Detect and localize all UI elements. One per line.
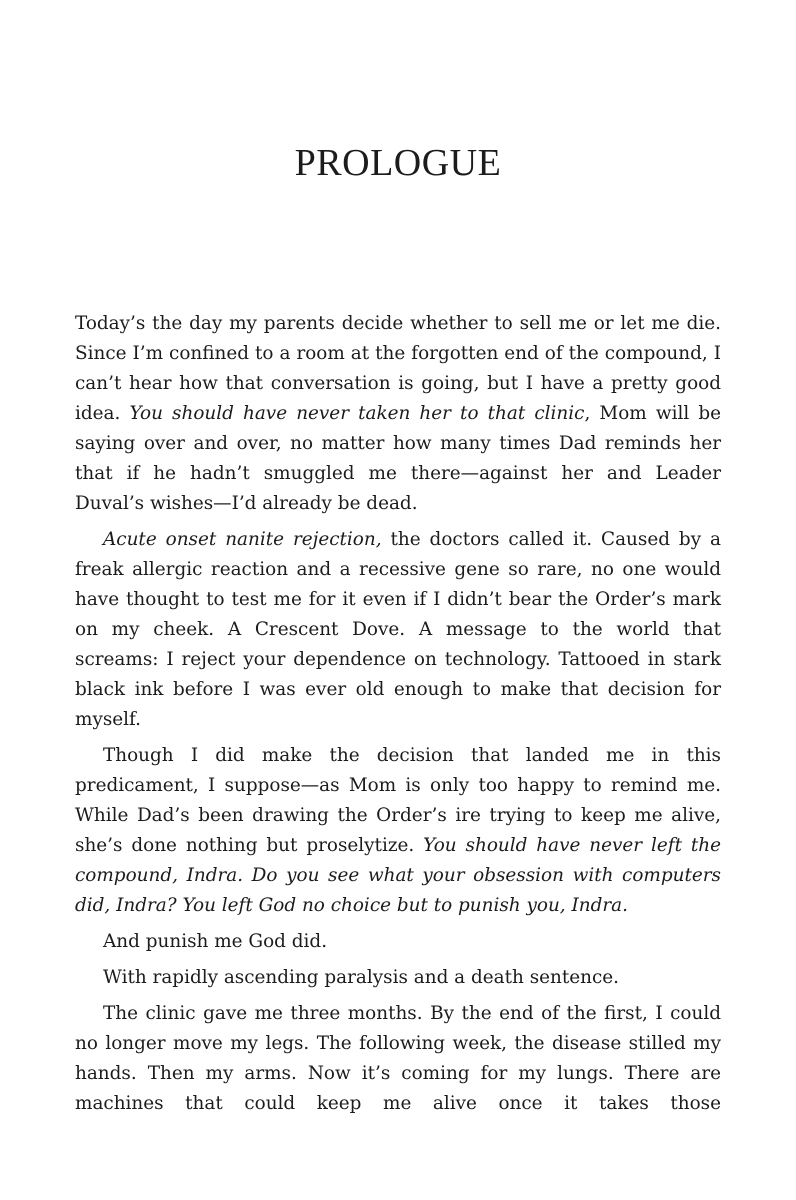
paragraph-4: [75, 927, 721, 957]
paragraph-1: [75, 309, 721, 519]
body-text: [75, 309, 721, 1125]
text-segment: And punish me God did.: [103, 931, 328, 952]
paragraph-2: [75, 525, 721, 735]
text-segment: , Mom will be saying over and over, no matter how many times Dad reminds her that if he hadn’t smuggled me there—against her and Leader Duval’s wishes—I’d already be dead.: [75, 403, 721, 514]
text-segment: Though I did make the decision that landed me in this predicament, I suppose—as Mom is only too happy to remind me. While Dad’s been drawing the Order’s ire trying to keep me alive, she’s done nothing but proselytize.: [75, 745, 721, 856]
text-segment-italic: Acute onset nanite rejection,: [103, 529, 382, 550]
paragraph-5: [75, 963, 721, 993]
text-segment: the doctors called it. Caused by a freak allergic reaction and a recessive gene so rare, no one would have thought to test me for it even if I didn’t bear the Order’s mark on my cheek. A Crescent Dove. A message to the world that screams: I reject your dependence on technology. Tattooed in stark black ink before I was ever old enough to make that decision for myself.: [75, 529, 721, 730]
paragraph-6: [75, 999, 721, 1119]
paragraph-3: [75, 741, 721, 921]
text-segment-italic: You should have never left the compound, Indra. Do you see what your obsession with computers did, Indra? You left God no choice but to punish you, Indra.: [75, 835, 722, 916]
text-segment: Today’s the day my parents decide whether to sell me or let me die. Since I’m confined to a room at the forgotten end of the compound, I can’t hear how that conversation is going, but I have a pretty good idea.: [75, 313, 721, 424]
text-segment: With rapidly ascending paralysis and a death sentence.: [103, 967, 620, 988]
text-segment-italic: You should have never taken her to that clinic: [129, 403, 585, 424]
text-segment: The clinic gave me three months. By the end of the first, I could no longer move my legs. The following week, the disease stilled my hands. Then my arms. Now it’s coming for my lungs. There are machines that could keep me alive once it takes those: [75, 1003, 721, 1114]
chapter-title: PROLOGUE: [294, 142, 502, 184]
